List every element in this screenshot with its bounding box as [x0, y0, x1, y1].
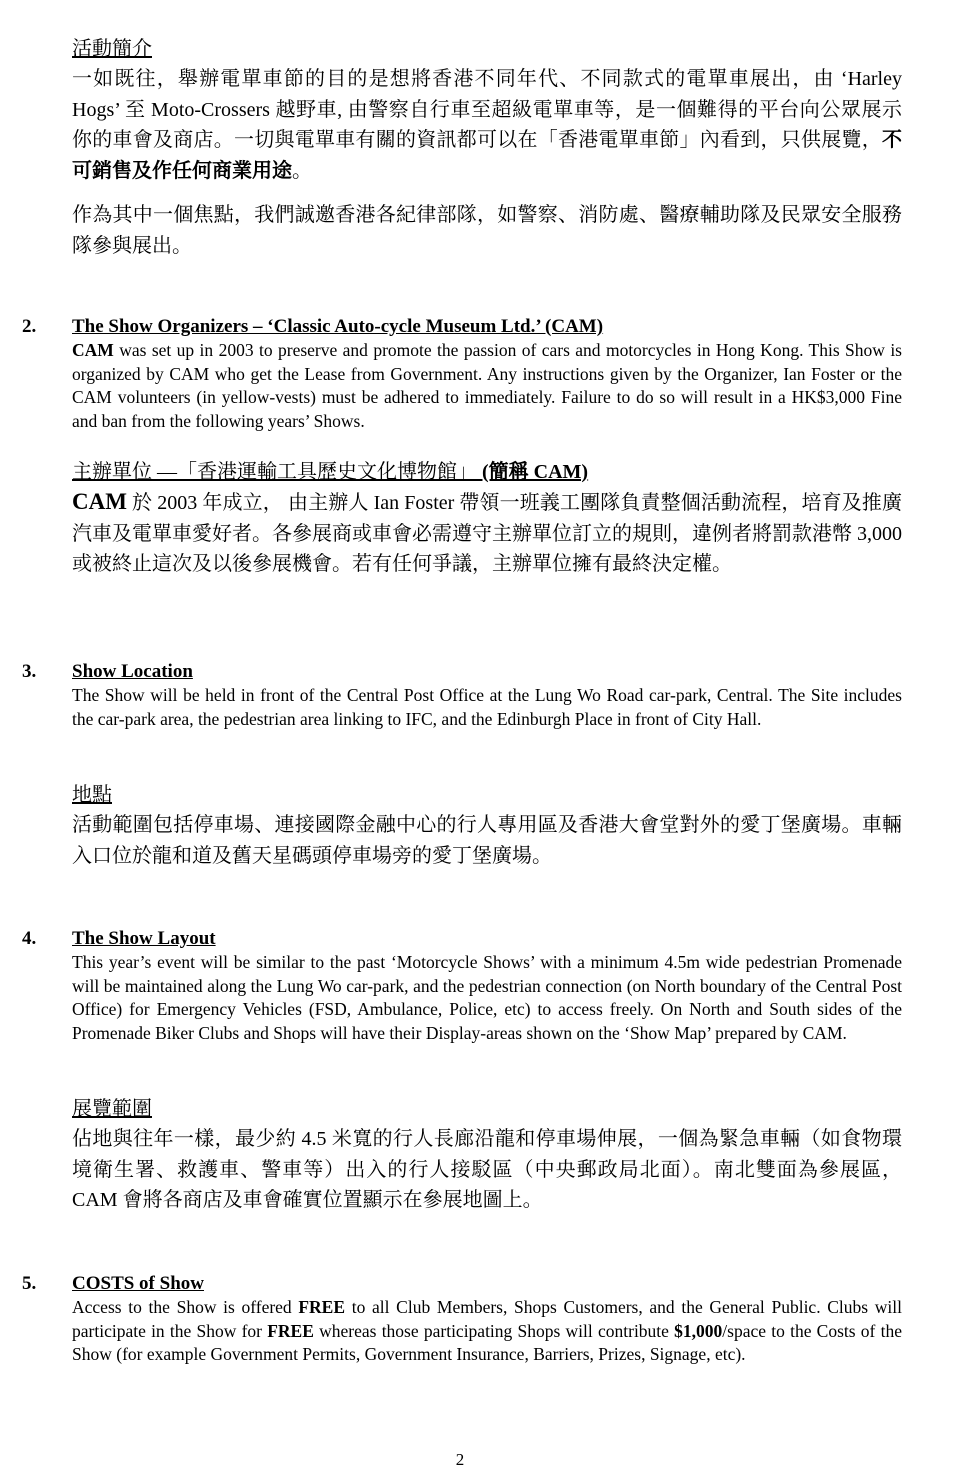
free-label-2: FREE — [267, 1320, 314, 1341]
section-3-number: 3. — [22, 661, 37, 682]
section-3-zh-heading: 地點 — [72, 784, 112, 806]
section-3-zh-body: 活動範圍包括停車場、連接國際金融中心的行人專用區及香港大會堂對外的愛丁堡廣場。車輛入口位於龍和道及舊天星碼頭停車場旁的愛丁堡廣場。 — [72, 814, 902, 867]
section-2-zh-body-text: 於 2003 年成立， 由主辦人 Ian Foster 帶領一班義工團隊負責整個活動流程，培育及推廣汽車及電單車愛好者。各參展商或車會必需遵守主辦單位訂立的規則，違例者將罰款港幣 3,000 或被終止這次及以後參展機會。若有任何爭議，主辦單位擁有最終決定權。 — [72, 492, 902, 575]
section-4-zh-heading: 展覽範圍 — [72, 1098, 152, 1120]
section-4-zh-body: 佔地與往年一樣，最少約 4.5 米寬的行人長廊沿龍和停車場伸展，一個為緊急車輛（如食物環境衛生署、救護車、警車等）出入的行人接駁區（中央郵政局北面）。南北雙面為參展區，CAM 會將各商店及車會確實位置顯示在參展地圖上。 — [72, 1128, 902, 1211]
section-4-heading: The Show Layout — [72, 928, 216, 949]
section-5 — [72, 1272, 902, 1367]
intro-zh-bold-text: 不可銷售及作任何商業用途 — [72, 129, 902, 182]
cam-abbrev-zh: CAM — [72, 489, 127, 514]
section-2-zh-heading — [72, 457, 902, 487]
section-2-zh — [72, 457, 902, 580]
section-3-body: The Show will be held in front of the Central Post Office at the Lung Wo Road car-park, Central. The Site includes the car-park area, the pedestrian area linking to IFC, and the Edinburgh Place in front of City Hall. — [72, 685, 902, 729]
intro-zh-section — [72, 34, 902, 261]
section-2-heading: The Show Organizers – ‘Classic Auto-cycle Museum Ltd.’ (CAM) — [72, 316, 604, 337]
section-5-text-3: whereas those participating Shops will contribute — [313, 1320, 675, 1341]
shop-fee: $1,000 — [674, 1320, 723, 1341]
section-3 — [72, 660, 902, 731]
intro-zh-text: 一如既往，舉辦電單車節的目的是想將香港不同年代、不同款式的電單車展出，由 ‘Harley Hogs’ 至 Moto-Crossers 越野車, 由警察自行車至超級電單車等，是一個難得的平台向公眾展示你的車會及商店。一切與電單車有關的資訊都可以在「香港電單車節」內看到，只供展覽， — [72, 68, 902, 151]
intro-zh-paragraph-2: 作為其中一個焦點，我們誠邀香港各紀律部隊，如警察、消防處、醫療輔助隊及民眾安全服務隊參與展出。 — [72, 204, 902, 257]
section-4-zh — [72, 1094, 902, 1216]
section-5-text-1: Access to the Show is offered — [72, 1297, 299, 1317]
section-2-zh-heading-abbrev: (簡稱 CAM) — [477, 461, 589, 483]
intro-zh-paragraph-1 — [72, 64, 902, 186]
section-4 — [72, 927, 902, 1045]
section-2-zh-heading-main: 主辦單位 —「香港運輸工具歷史文化博物館」 — [72, 461, 477, 483]
section-4-body: This year’s event will be similar to the past ‘Motorcycle Shows’ with a minimum 4.5m wide pedestrian Promenade will be maintained along the Lung Wo car-park, and the pedestrian connection (on North boundary of the Central Post Office) for Emergency Vehicles (FSD, Ambulance, Police, etc) to access freely. On North and South sides of the Promenade Biker Clubs and Shops will have their Display-areas shown on the ‘Show Map’ prepared by CAM. — [72, 952, 902, 1043]
section-4-number: 4. — [22, 928, 37, 949]
section-5-text-2: to all Club Members, Shops Customers, and the General Public. Clubs will participate in the Show for — [72, 1297, 902, 1341]
intro-zh-heading: 活動簡介 — [72, 38, 152, 60]
section-5-body — [72, 1296, 902, 1367]
section-5-heading: COSTS of Show — [72, 1273, 204, 1294]
section-2-body-text: was set up in 2003 to preserve and promote the passion of cars and motorcycles in Hong Kong. This Show is organized by CAM who get the Lease from Government. Any instructions given by the Organizer, Ian Foster or the CAM volunteers (in yellow-vests) must be adhered to immediately. Failure to do so will result in a HK$3,000 Fine and ban from the following years’ Shows. — [72, 340, 902, 431]
section-3-zh — [72, 780, 902, 871]
page-number: 2 — [455, 1450, 465, 1469]
section-2 — [72, 315, 902, 433]
section-5-text-4: /space to the Costs of the Show (for example Government Permits, Government Insurance, Barriers, Prizes, Signage, etc). — [72, 1320, 902, 1364]
section-3-heading: Show Location — [72, 661, 193, 682]
cam-abbrev: CAM — [72, 340, 114, 360]
section-5-number: 5. — [22, 1273, 37, 1294]
section-2-zh-body — [72, 487, 902, 580]
section-2-number: 2. — [22, 316, 37, 337]
section-2-body — [72, 339, 902, 433]
intro-zh-end: 。 — [292, 159, 312, 182]
free-label: FREE — [298, 1297, 346, 1317]
